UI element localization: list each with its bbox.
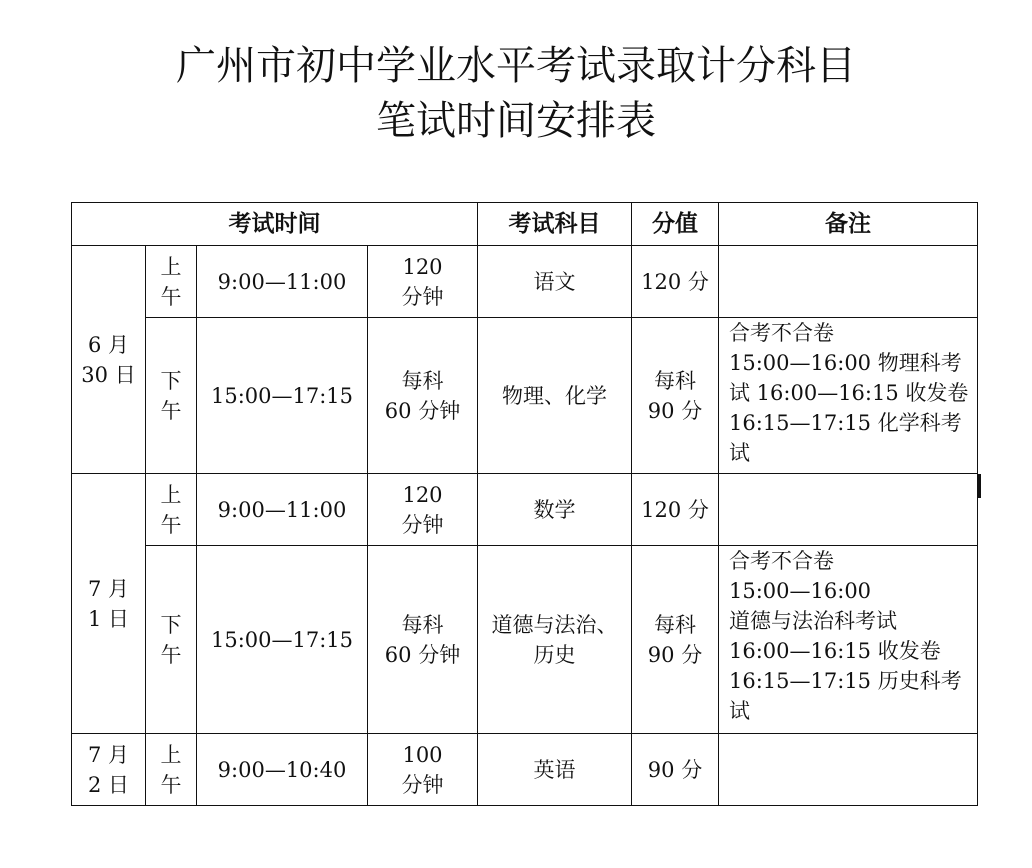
duration-cell	[368, 318, 478, 474]
subject-cell: 英语	[478, 734, 632, 806]
subject-line: 道德与法治、	[491, 612, 618, 637]
table-row	[72, 734, 978, 806]
duration-line: 每科	[401, 368, 444, 393]
score-cell	[632, 546, 719, 734]
header-score: 分值	[632, 203, 719, 246]
duration-cell	[368, 734, 478, 806]
remark-line: 15:00—16:00	[729, 579, 872, 603]
duration-cell	[368, 474, 478, 546]
remark-line: 试 16:00—16:15 收发卷	[729, 381, 969, 405]
subject-cell: 物理、化学	[478, 318, 632, 474]
date-day: 30 日	[81, 362, 136, 387]
remarks-cell	[719, 546, 978, 734]
period-char: 下	[160, 612, 182, 637]
period-char: 午	[160, 398, 182, 423]
date-month: 7 月	[87, 576, 130, 601]
period-char: 上	[160, 742, 182, 767]
table-header-row	[72, 203, 978, 246]
period-cell	[146, 474, 197, 546]
subject-cell: 语文	[478, 246, 632, 318]
table-row	[72, 474, 978, 546]
table-row	[72, 246, 978, 318]
remark-line: 16:15—17:15 历史科考	[729, 669, 962, 693]
period-char: 午	[160, 284, 182, 309]
remark-line: 合考不合卷	[729, 321, 834, 345]
time-cell: 9:00—11:00	[197, 246, 368, 318]
score-cell	[632, 318, 719, 474]
duration-line: 60 分钟	[384, 642, 461, 667]
subject-cell	[478, 546, 632, 734]
duration-line: 120	[402, 254, 443, 279]
duration-line: 100	[402, 742, 443, 767]
remarks-cell	[719, 474, 978, 546]
period-cell	[146, 246, 197, 318]
date-cell	[72, 734, 146, 806]
date-cell	[72, 246, 146, 474]
document-title-line1: 广州市初中学业水平考试录取计分科目	[176, 43, 856, 89]
duration-line: 分钟	[401, 512, 444, 537]
time-cell: 15:00—17:15	[197, 546, 368, 734]
duration-line: 60 分钟	[384, 398, 461, 423]
period-char: 下	[160, 368, 182, 393]
remark-line: 15:00—16:00 物理科考	[729, 351, 962, 375]
remark-line: 16:15—17:15 化学科考	[729, 411, 962, 435]
date-day: 1 日	[87, 606, 130, 631]
period-cell	[146, 734, 197, 806]
score-line: 90 分	[647, 398, 703, 423]
date-month: 6 月	[87, 332, 130, 357]
time-cell: 9:00—10:40	[197, 734, 368, 806]
period-char: 午	[160, 772, 182, 797]
period-char: 午	[160, 512, 182, 537]
score-cell: 120 分	[632, 246, 719, 318]
remark-line: 试	[729, 441, 750, 465]
table-row	[72, 318, 978, 474]
subject-line: 历史	[533, 642, 576, 667]
date-day: 2 日	[87, 772, 130, 797]
header-exam-subject: 考试科目	[478, 203, 632, 246]
duration-line: 分钟	[401, 284, 444, 309]
duration-line: 分钟	[401, 772, 444, 797]
remark-line: 合考不合卷	[729, 549, 834, 573]
table-row	[72, 546, 978, 734]
remark-line: 16:00—16:15 收发卷	[729, 639, 941, 663]
time-cell: 9:00—11:00	[197, 474, 368, 546]
score-cell: 120 分	[632, 474, 719, 546]
period-cell	[146, 546, 197, 734]
duration-line: 每科	[401, 612, 444, 637]
period-char: 上	[160, 254, 182, 279]
score-line: 90 分	[647, 642, 703, 667]
remarks-cell	[719, 734, 978, 806]
period-char: 上	[160, 482, 182, 507]
remarks-cell	[719, 318, 978, 474]
duration-line: 120	[402, 482, 443, 507]
remark-line: 道德与法治科考试	[729, 609, 897, 633]
date-month: 7 月	[87, 742, 130, 767]
header-exam-time: 考试时间	[72, 203, 478, 246]
duration-cell	[368, 546, 478, 734]
time-cell: 15:00—17:15	[197, 318, 368, 474]
period-char: 午	[160, 642, 182, 667]
document-title-line2: 笔试时间安排表	[376, 98, 656, 144]
score-cell: 90 分	[632, 734, 719, 806]
period-cell	[146, 318, 197, 474]
header-remarks: 备注	[719, 203, 978, 246]
subject-cell: 数学	[478, 474, 632, 546]
score-line: 每科	[654, 612, 696, 637]
remarks-cell	[719, 246, 978, 318]
remark-line: 试	[729, 699, 750, 723]
score-line: 每科	[654, 368, 696, 393]
table-edge-mark	[977, 474, 981, 498]
duration-cell	[368, 246, 478, 318]
exam-schedule-table	[71, 202, 978, 806]
date-cell	[72, 474, 146, 734]
